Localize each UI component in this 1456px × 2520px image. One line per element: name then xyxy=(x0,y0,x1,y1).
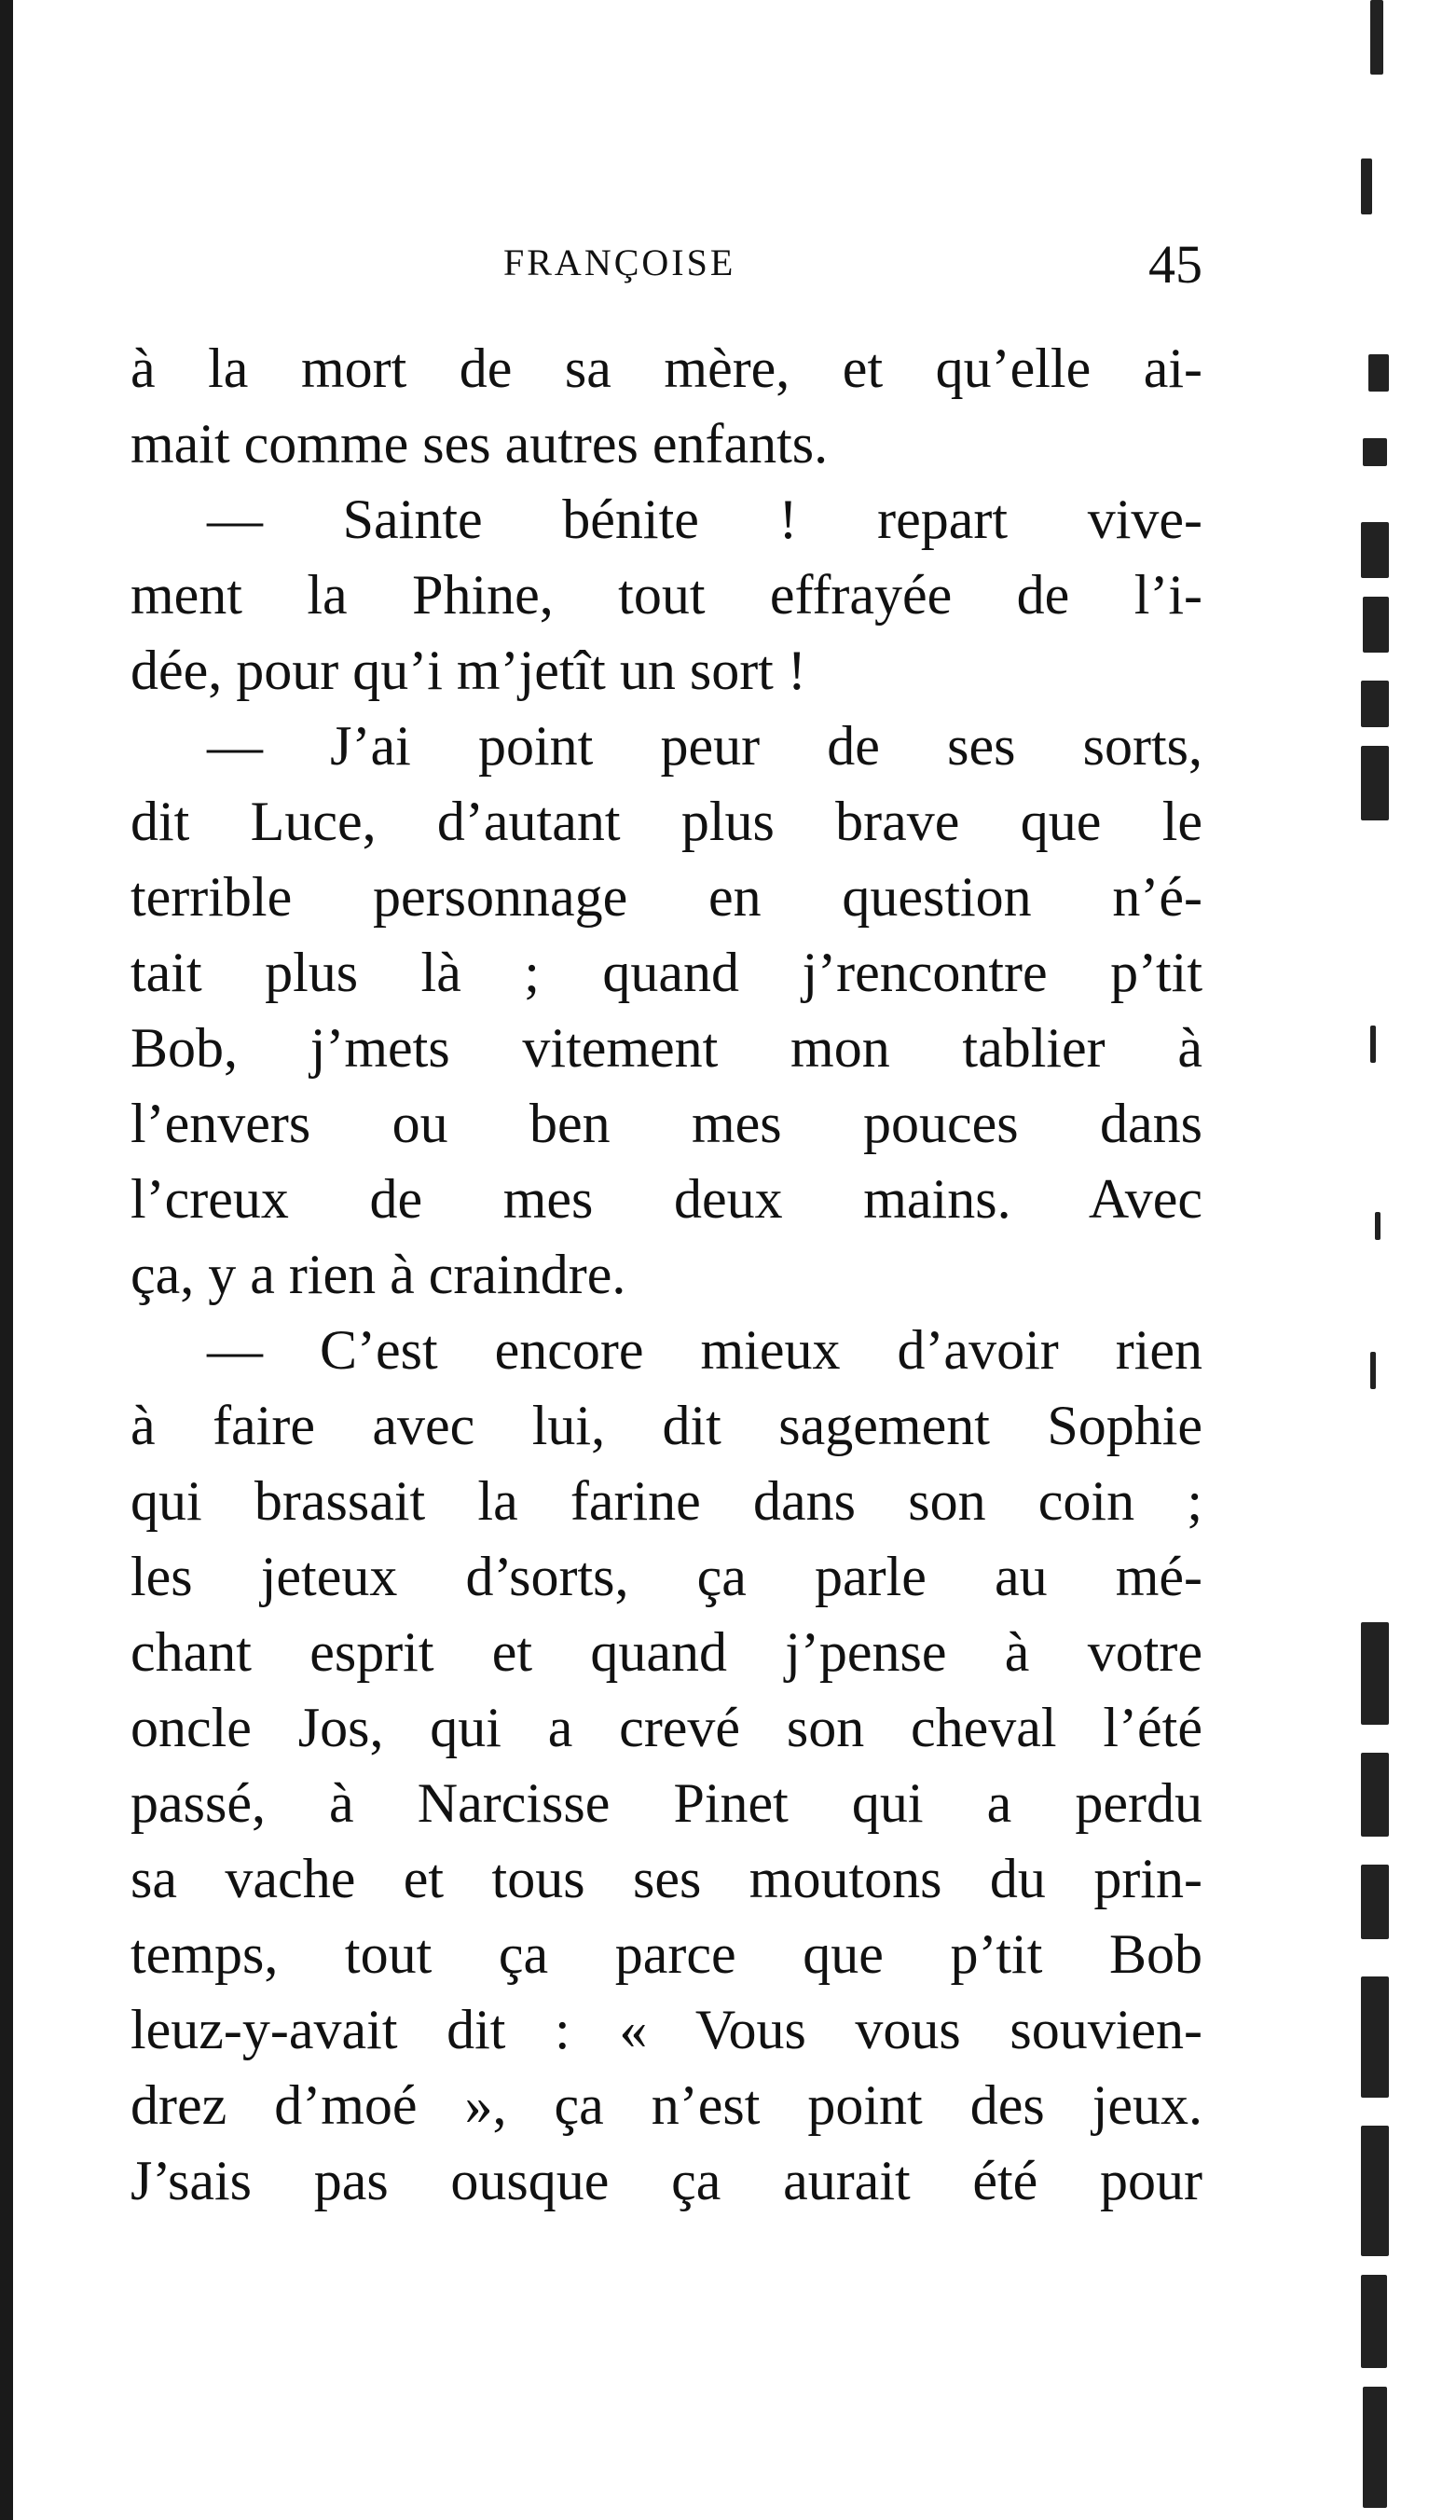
text-line: à la mort de sa mère, et qu’elle ai- xyxy=(130,337,1202,399)
text-line: ment la Phine, tout effrayée de l’i- xyxy=(130,564,1202,626)
text-line: — J’ai point peur de ses sorts, xyxy=(207,715,1202,777)
text-line: sa vache et tous ses moutons du prin- xyxy=(130,1848,1202,1909)
text-line: tait plus là ; quand j’rencontre p’tit xyxy=(130,942,1202,1003)
text-line: chant esprit et quand j’pense à votre xyxy=(130,1621,1202,1683)
text-line: — C’est encore mieux d’avoir rien xyxy=(207,1319,1202,1381)
text-line: J’sais pas ousque ça aurait été pour xyxy=(130,2150,1202,2211)
text-line: oncle Jos, qui a crevé son cheval l’été xyxy=(130,1697,1202,1758)
text-line: temps, tout ça parce que p’tit Bob xyxy=(130,1923,1202,1985)
text-line: mait comme ses autres enfants. xyxy=(130,413,829,475)
text-line: l’creux de mes deux mains. Avec xyxy=(130,1168,1202,1230)
text-line: terrible personnage en question n’é- xyxy=(130,866,1202,928)
text-line: — Sainte bénite ! repart vive- xyxy=(207,489,1202,550)
margin-stamp-bleed xyxy=(1305,0,1456,2520)
text-line: Bob, j’mets vitement mon tablier à xyxy=(130,1017,1202,1079)
body-text xyxy=(130,331,1202,2219)
text-line: dée, pour qu’i m’jetît un sort ! xyxy=(130,640,806,701)
text-line: les jeteux d’sorts, ça parle au mé- xyxy=(130,1546,1202,1607)
text-line: ça, y a rien à craindre. xyxy=(130,1244,626,1305)
text-line: leuz-y-avait dit : « Vous vous souvien- xyxy=(130,1999,1202,2060)
page-number: 45 xyxy=(1148,234,1202,295)
text-line: passé, à Narcisse Pinet qui a perdu xyxy=(130,1772,1202,1834)
scan-edge xyxy=(0,0,13,2520)
text-line: qui brassait la farine dans son coin ; xyxy=(130,1470,1202,1532)
page-header xyxy=(130,233,1202,298)
running-head: FRANÇOISE xyxy=(503,241,736,283)
text-line: dit Luce, d’autant plus brave que le xyxy=(130,791,1202,852)
text-line: drez d’moé », ça n’est point des jeux. xyxy=(130,2074,1202,2136)
text-line: à faire avec lui, dit sagement Sophie xyxy=(130,1395,1202,1456)
text-line: l’envers ou ben mes pouces dans xyxy=(130,1093,1202,1154)
